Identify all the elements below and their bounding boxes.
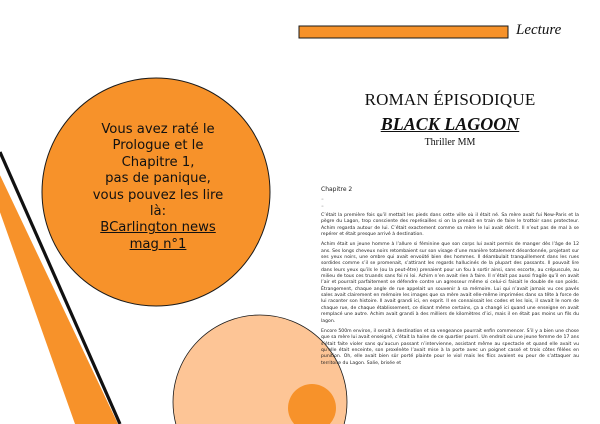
promo-line: Chapitre 1,	[121, 154, 195, 170]
paragraph: C’était la première fois qu’il mettait les pieds dans cette ville où il était né. Sa mère avait fui New-Paris et la pègre du Lagon, trop consciente des représailles si on la prenait en train de faire le trottoir sans protecteur. Achim regarda autour de lui. C’était exactement comme sa mère le lui avait décrit. Il n’eut pas de mal à se repérer et était presque arrivé à destination.	[321, 213, 579, 238]
promo-line: Vous avez raté le	[101, 122, 215, 137]
magazine-link-issue[interactable]: mag n°1	[129, 236, 187, 252]
chapter-heading: Chapitre 2	[321, 186, 353, 193]
paragraph: Achim était un jeune homme à l’allure si féminine que son corps lui avait permis de manger dès l’âge de 12 ans. Ses longs cheveux noirs retombaient sur son visage d’une manière totalement désordonnée, projetant sur ses yeux noirs, une ombre qui avait envoûté bien des hommes. Il déambulait tranquillement dans les rues sordides comme s’il se promenait, s’attirant les regards hallucinés de la plupart des passants. Il pouvait lire dans leurs yeux qu’ils le (ou la peut-être) prenaient pour un fou à sortir ainsi, sans escorte, au crépuscule, au milieu de tous ces truands sans foi ni loi. Achim n’en avait rien à faire. Il n’était pas aussi fragile qu’il en avait l’air et pourrait parfaitement se défendre contre un agresseur même si celui-ci faisait le double de son poids. Étrangement, chaque angle de rue appelait un souvenir à sa mémoire. Lui qui n’avait jamais vu ces pavés sales avait clairement en mémoire les images que sa mère avait elle-même imprimées dans sa tête à force de lui raconter son histoire. Il avait grandi ici, en esprit. Il en connaissait les codes et les lois, il savait le nom de chaque rue, de chaque établissement, ce disant même certains, ça a changé ici quand une enseigne en avait remplacé une autre. Achim avait grandi à des milliers de kilomètres d’ici, mais il en était pas moins un fils du lagon.	[321, 242, 579, 324]
promo-text	[74, 122, 242, 253]
chapter-bullets	[321, 197, 324, 211]
promo-line: vous pouvez les lire	[92, 187, 224, 203]
section-label: Lecture	[516, 22, 562, 38]
bullet: ◦	[321, 204, 324, 210]
promo-line: là:	[149, 204, 167, 220]
promo-line: Prologue et le	[112, 138, 204, 154]
novel-genre: Thriller MM	[424, 137, 476, 148]
novel-type-title: ROMAN ÉPISODIQUE	[364, 90, 536, 109]
novel-name: BLACK LAGOON	[380, 114, 520, 134]
paragraph: Encore 500m environ, il serait à destination et sa vengeance pourrait enfin commencer. S’il y a bien une chose que sa mère lui avait enseigné, c’était la haine de ce quartier pourri. Un endroit où une jeune femme de 17 ans s’était faite violer sans qu’aucun passant n’intervienne, assistant même au spectacle et quand elle avait vu qu’elle était enceinte, son proxénète l’avait mise à la porte avec un poignet cassé et trois côtes fêlées en punition. Oh, elle avait bien sûr porté plainte pour le viol mais les flics avaient eu peur de s’attaquer au territoire du Lagon. Salie, brisée et	[321, 328, 579, 366]
promo-line: pas de panique,	[105, 171, 211, 187]
magazine-link[interactable]: BCarlington news	[100, 220, 216, 236]
chapter-body	[321, 213, 579, 371]
header-bar	[299, 26, 508, 38]
bullet: ◦	[321, 197, 324, 203]
